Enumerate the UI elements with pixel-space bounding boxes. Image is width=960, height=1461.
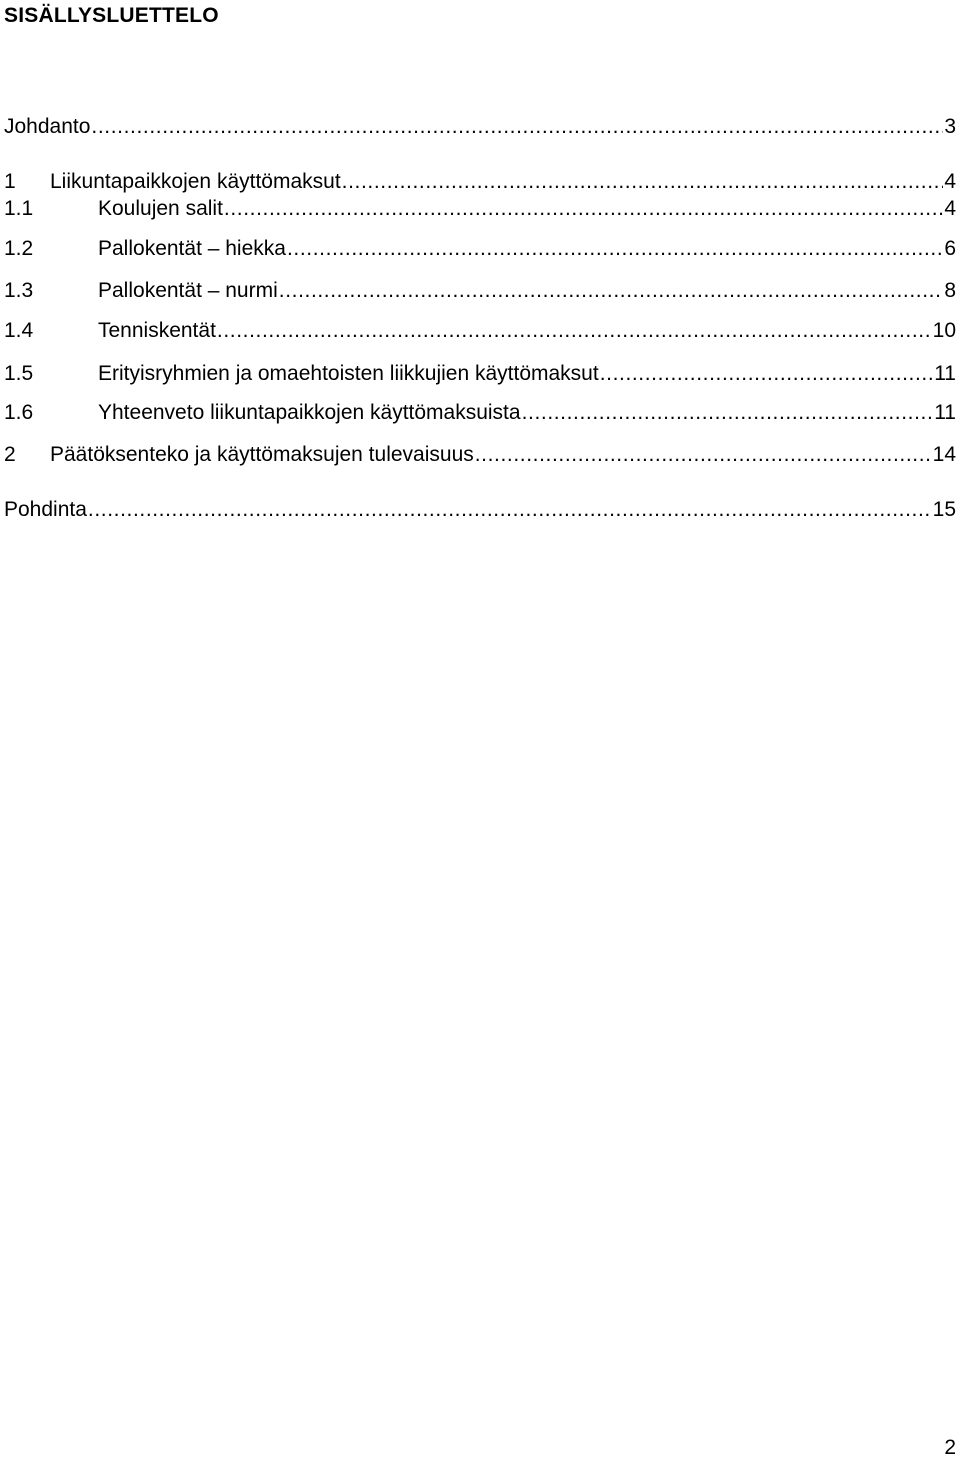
toc-entry-1-3[interactable]: [4, 278, 956, 304]
toc-entry-title: Pallokentät – hiekka: [98, 237, 286, 260]
toc-entry-title: Tenniskentät: [98, 319, 216, 342]
toc-entry-number: 1.3: [4, 279, 34, 302]
toc-entry-title: Johdanto: [4, 115, 91, 138]
toc-entry-number: 1.4: [4, 319, 34, 342]
toc-entry-number: 1.1: [4, 197, 34, 220]
toc-entry-page: 11: [934, 362, 956, 385]
toc-entry-title: Pallokentät – nurmi: [98, 279, 278, 302]
toc-entry-pohdinta[interactable]: [4, 497, 956, 523]
dot-leader: [522, 400, 934, 426]
dot-leader: [475, 442, 932, 468]
dot-leader: [217, 318, 932, 344]
dot-leader: [287, 236, 943, 262]
toc-entry-title: Liikuntapaikkojen käyttömaksut: [50, 170, 341, 193]
toc-entry-page: 6: [944, 237, 956, 260]
toc-entry-title: Erityisryhmien ja omaehtoisten liikkujien käyttömaksut: [98, 362, 599, 385]
dot-leader: [224, 196, 943, 222]
toc-entry-page: 4: [944, 197, 956, 220]
toc-entry-page: 14: [932, 443, 956, 466]
toc-entry-number: 1.2: [4, 237, 34, 260]
toc-entry-1[interactable]: [4, 169, 956, 195]
dot-leader: [279, 278, 944, 304]
toc-entry-page: 3: [944, 115, 956, 138]
toc-entry-number: 2: [4, 443, 16, 466]
page-number: 2: [944, 1436, 956, 1459]
toc-entry-title: Yhteenveto liikuntapaikkojen käyttömaksuista: [98, 401, 521, 424]
toc-entry-johdanto[interactable]: [4, 114, 956, 140]
toc-entry-page: 10: [932, 319, 956, 342]
page-title: SISÄLLYSLUETTELO: [4, 4, 219, 27]
toc-entry-1-4[interactable]: [4, 318, 956, 344]
toc-entry-page: 11: [934, 401, 956, 424]
dot-leader: [342, 169, 944, 195]
dot-leader: [88, 497, 932, 523]
toc-entry-page: 15: [932, 498, 956, 521]
toc-entry-title: Pohdinta: [4, 498, 87, 521]
toc-entry-number: 1: [4, 170, 16, 193]
toc-entry-number: 1.6: [4, 401, 34, 424]
toc-entry-title: Koulujen salit: [98, 197, 223, 220]
toc-entry-1-5[interactable]: [4, 361, 956, 387]
toc-entry-2[interactable]: [4, 442, 956, 468]
toc-entry-1-2[interactable]: [4, 236, 956, 262]
toc-entry-page: 4: [944, 170, 956, 193]
dot-leader: [91, 114, 943, 140]
toc-entry-number: 1.5: [4, 362, 34, 385]
toc-entry-1-1[interactable]: [4, 196, 956, 222]
toc-entry-title: Päätöksenteko ja käyttömaksujen tulevaisuus: [50, 443, 474, 466]
toc-entry-1-6[interactable]: [4, 400, 956, 426]
dot-leader: [600, 361, 933, 387]
toc-entry-page: 8: [944, 279, 956, 302]
